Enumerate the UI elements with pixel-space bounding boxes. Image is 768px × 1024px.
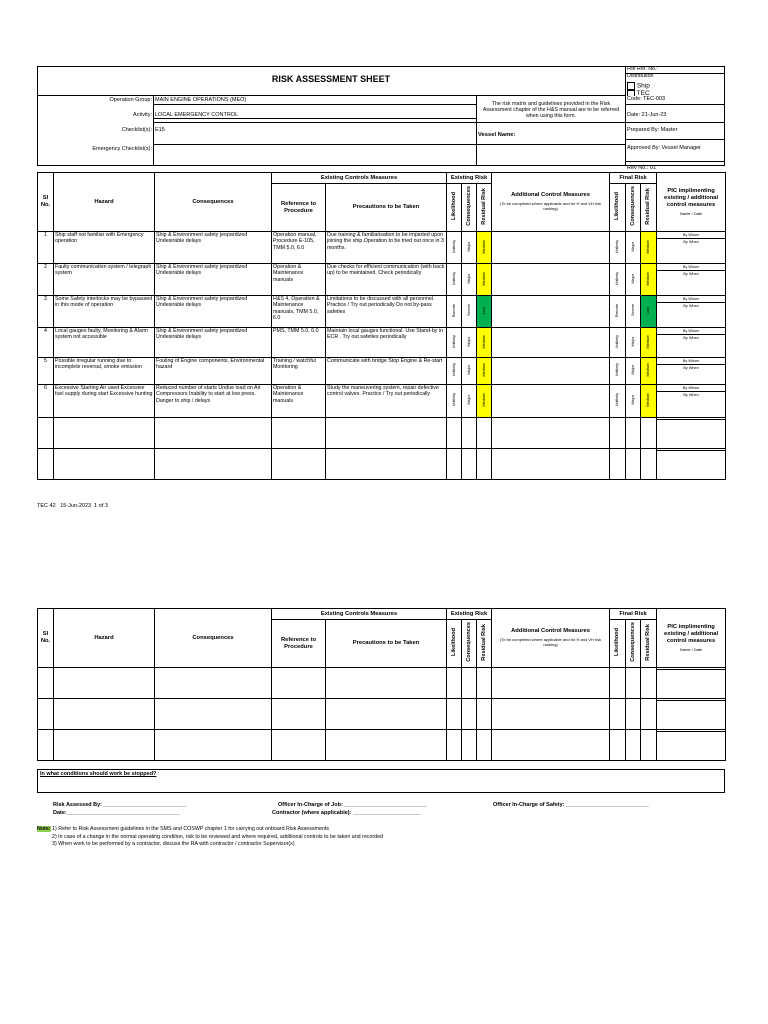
code-label: Code: TEC-003	[627, 96, 666, 102]
row-consequence-level: Major	[466, 395, 471, 405]
row-precautions: Study the maneuvering system, repair defective control valves. Practice / Try out periodically	[326, 385, 447, 418]
row-consequence-level-cell	[462, 264, 477, 296]
row-consequence-level: Severe	[466, 304, 471, 317]
row-likelihood: Unlikely	[451, 393, 456, 407]
row-final-likelihood-cell	[610, 232, 626, 264]
blank-cell	[272, 668, 326, 699]
row-hazard: Excessive Starting Air used Excessive fuel supply during start Excessive hunting	[54, 385, 155, 418]
officer-in-charge-safety: Officer In-Charge of Safety: ___________________________	[493, 802, 649, 808]
blank-cell	[641, 699, 657, 730]
col-additional-note: (To be completed where applicable and for H and VH risk ranking)	[499, 637, 602, 647]
blank-cell	[477, 418, 492, 449]
blank-cell	[492, 449, 610, 480]
risk-assessed-by: Risk Assessed By: ___________________________	[53, 802, 187, 808]
field-col-divider	[153, 95, 154, 166]
row-final-consequence-level-cell	[626, 232, 641, 264]
rev-no: Rev No.: 01	[627, 165, 657, 171]
col-additional-note: (To be completed where applicable and for H and VH risk ranking)	[499, 201, 602, 211]
row-consequences: Reduced number of starts Undue load on Air Compressors Inability to start at low press. Danger to ship / delays	[155, 385, 272, 418]
blank-cell	[626, 668, 641, 699]
col-final-residual-risk: Residual Risk	[645, 623, 652, 661]
col-consequences: Consequences	[155, 173, 272, 232]
blank-cell	[326, 699, 447, 730]
row-sl-no: 4	[38, 328, 54, 358]
contractor: Contractor (where applicable): ______________________	[272, 810, 421, 816]
blank-cell	[326, 730, 447, 761]
pic-slot	[657, 670, 725, 671]
title-divider	[37, 95, 625, 96]
blank-cell	[155, 699, 272, 730]
notes-block	[37, 826, 383, 849]
row-consequence-level-cell	[462, 232, 477, 264]
pic-slot	[657, 420, 725, 421]
blank-cell	[626, 449, 641, 480]
col-sl-no: Sl No.	[38, 609, 54, 668]
row-final-likelihood: Unlikely	[615, 239, 620, 253]
row-final-consequence-level: Major	[630, 365, 635, 375]
row-final-residual-risk: Medium	[646, 239, 651, 254]
blank-cell	[610, 668, 626, 699]
pic-slot	[657, 701, 725, 702]
row-sl-no: 5	[38, 358, 54, 385]
dist-option-ship-label: Ship	[636, 82, 650, 90]
row-residual-risk: Medium	[481, 393, 486, 407]
row-additional-controls	[492, 385, 610, 418]
stop-conditions-suffix: :	[156, 771, 160, 777]
row-residual-risk: Low	[481, 306, 486, 314]
blank-cell	[626, 418, 641, 449]
row-residual-risk: Medium	[481, 334, 486, 349]
row-residual-risk-cell	[477, 358, 492, 385]
page-footer: TEC 42 15-Jun-2023 1 of 3	[37, 503, 108, 509]
blank-cell	[272, 418, 326, 449]
blank-cell	[38, 449, 54, 480]
row-final-residual-risk-cell	[641, 296, 657, 328]
row-final-residual-risk-cell	[641, 328, 657, 358]
date-label: Date: 21-Jun-23	[627, 112, 667, 118]
col-existing-controls: Existing Controls Measures	[272, 173, 447, 184]
row-additional-controls	[492, 328, 610, 358]
row-precautions: Maintain local gauges functional. Use Stand-by in ECR . Try out safeties periodically	[326, 328, 447, 358]
row-reference: PMS, TMM 5.0, 6.0	[272, 328, 326, 358]
row-final-consequence-level-cell	[626, 296, 641, 328]
row-likelihood-cell	[447, 264, 462, 296]
row-residual-risk-cell	[477, 264, 492, 296]
blank-cell	[54, 699, 155, 730]
blank-cell	[610, 449, 626, 480]
blank-cell	[641, 668, 657, 699]
row-likelihood-cell	[447, 385, 462, 418]
row-consequence-level-cell	[462, 385, 477, 418]
blank-cell	[447, 699, 462, 730]
col-hazard: Hazard	[54, 609, 155, 668]
row-sl-no: 3	[38, 296, 54, 328]
by-whom-label: By Whom	[657, 264, 725, 271]
col-sl-no: Sl No.	[38, 173, 54, 232]
blank-cell	[462, 699, 477, 730]
col-precautions: Precautions to be Taken	[326, 184, 447, 232]
row-pic	[657, 668, 726, 699]
row-pic	[657, 232, 726, 264]
row-final-consequence-level-cell	[626, 385, 641, 418]
row-final-likelihood: Unlikely	[615, 271, 620, 285]
row-likelihood: Remote	[451, 303, 456, 317]
row-hazard: Some Safety interlocks may be bypassed in this mode of operation	[54, 296, 155, 328]
blank-cell	[462, 418, 477, 449]
row-residual-risk: Medium	[481, 363, 486, 377]
row-pic	[657, 730, 726, 761]
blank-cell	[477, 668, 492, 699]
row-pic	[657, 449, 726, 480]
row-final-residual-risk: Medium	[646, 393, 651, 407]
col-pic: PIC implimenting existing / additional control measures	[664, 187, 719, 208]
row-reference: Operation & Maintenance manuals	[272, 385, 326, 418]
field-label-emergency-checklists: Emergency Checklist(s):	[92, 146, 152, 152]
col-final-risk: Final Risk	[610, 609, 657, 620]
row-final-likelihood-cell	[610, 358, 626, 385]
table-row-blank	[38, 418, 726, 449]
row-reference: H&S 4, Operation & Maintenance manuals, TMM 5.0, 6.0	[272, 296, 326, 328]
row-final-likelihood-cell	[610, 385, 626, 418]
field-value-operation-group: MAIN ENGINE OPERATIONS (MEO)	[155, 97, 247, 103]
row-final-likelihood-cell	[610, 328, 626, 358]
row-final-consequence-level: Major	[630, 395, 635, 405]
by-when-label: By When	[683, 392, 699, 397]
blank-cell	[492, 668, 610, 699]
row-residual-risk-cell	[477, 328, 492, 358]
row-final-residual-risk-cell	[641, 358, 657, 385]
blank-cell	[477, 449, 492, 480]
row-hazard: Ship staff not familiar with Emergency operation	[54, 232, 155, 264]
row-consequence-level: Major	[466, 241, 471, 252]
row-final-residual-risk: Medium	[646, 334, 651, 349]
note-2: 2) In case of a change in the normal operating condition, risk to be reviewed and where required, additional controls to be taken and recorded	[52, 833, 383, 840]
row-final-consequence-level: Major	[630, 336, 635, 347]
blank-cell	[272, 730, 326, 761]
row-consequences: Ship & Environment safety jeopardized Undesirable delays	[155, 328, 272, 358]
table-row	[38, 232, 726, 264]
blank-cell	[38, 418, 54, 449]
col-final-likelihood: Likelihood	[614, 628, 621, 656]
pic-slot	[657, 451, 725, 452]
blank-cell	[38, 730, 54, 761]
blank-cell	[155, 730, 272, 761]
risk-table-continued	[37, 608, 726, 761]
col-final-consequences: Consequences	[629, 622, 636, 662]
row-likelihood: Unlikely	[451, 271, 456, 285]
row-hazard: Local gauges faulty, Monitoring & Alarm system not accessible	[54, 328, 155, 358]
blank-cell	[610, 699, 626, 730]
col-final-residual-risk: Residual Risk	[645, 187, 652, 225]
row-final-consequence-level-cell	[626, 328, 641, 358]
row-likelihood-cell	[447, 232, 462, 264]
dist-option-ship[interactable]	[627, 82, 650, 90]
table-row-blank	[38, 668, 726, 699]
by-whom-label: By Whom	[657, 328, 725, 335]
blank-cell	[447, 730, 462, 761]
row-final-likelihood: Remote	[615, 303, 620, 317]
blank-cell	[272, 449, 326, 480]
row-residual-risk-cell	[477, 296, 492, 328]
row-final-residual-risk: Low	[646, 306, 651, 314]
row-hazard: Faulty communication system / telegraph system	[54, 264, 155, 296]
row-final-residual-risk: Medium	[646, 271, 651, 286]
row-final-consequence-level: Severe	[630, 304, 635, 317]
row-final-consequence-level-cell	[626, 358, 641, 385]
blank-cell	[492, 699, 610, 730]
note-1: 1) Refer to Risk Assessment guidelines in the SMS and COSWP chapter 1 for carrying out onboard Risk Assessments	[52, 826, 329, 832]
by-when-label: By When	[683, 271, 699, 276]
blank-cell	[447, 449, 462, 480]
row-likelihood-cell	[447, 296, 462, 328]
row-pic	[657, 699, 726, 730]
field-label-operation-group: Operation Group:	[109, 97, 152, 103]
row-additional-controls	[492, 232, 610, 264]
blank-cell	[462, 449, 477, 480]
row-final-consequence-level: Major	[630, 241, 635, 252]
col-reference: Reference to Procedure	[272, 184, 326, 232]
by-when-label: By When	[683, 335, 699, 340]
row-consequences: Ship & Environment safety jeopardized Undesirable delays	[155, 296, 272, 328]
col-existing-risk: Existing Risk	[447, 609, 492, 620]
blank-cell	[641, 418, 657, 449]
blank-cell	[477, 730, 492, 761]
vessel-name-label: Vessel Name:	[478, 132, 516, 138]
row-residual-risk: Medium	[481, 239, 486, 254]
blank-cell	[38, 668, 54, 699]
row-reference: Operation & Maintenance manuals	[272, 264, 326, 296]
blank-cell	[447, 418, 462, 449]
blank-cell	[641, 730, 657, 761]
col-consequences-v: Consequences	[465, 186, 472, 226]
col-residual-risk: Residual Risk	[480, 187, 487, 225]
right-col-divider	[625, 66, 626, 166]
blank-cell	[54, 418, 155, 449]
vessel-col-divider	[476, 95, 477, 166]
col-final-likelihood: Likelihood	[614, 192, 621, 220]
row-final-residual-risk-cell	[641, 232, 657, 264]
row-final-likelihood: Unlikely	[615, 363, 620, 377]
row-residual-risk-cell	[477, 232, 492, 264]
row-likelihood: Unlikely	[451, 363, 456, 377]
blank-cell	[626, 730, 641, 761]
blank-cell	[38, 699, 54, 730]
row-additional-controls	[492, 264, 610, 296]
stop-conditions-question: In what conditions should work be stopped?	[40, 771, 157, 777]
blank-cell	[492, 418, 610, 449]
matrix-note: The risk matrix and guidelines provided in the Risk Assessment chapter of the H&S manual are to be referred when using this form.	[482, 101, 620, 120]
col-pic: PIC implimenting existing / additional control measures	[664, 623, 719, 644]
by-whom-label: By Whom	[657, 385, 725, 392]
table-row	[38, 385, 726, 418]
row-consequence-level-cell	[462, 296, 477, 328]
col-likelihood: Likelihood	[450, 192, 457, 220]
row-likelihood: Unlikely	[451, 334, 456, 348]
row-consequence-level: Major	[466, 336, 471, 347]
file-ref-label: File Ref. No.:	[627, 66, 658, 72]
table-row-blank	[38, 699, 726, 730]
col-final-risk: Final Risk	[610, 173, 657, 184]
col-likelihood: Likelihood	[450, 628, 457, 656]
row-precautions: Communicate with bridge Stop Engine & Re-start	[326, 358, 447, 385]
row-pic	[657, 418, 726, 449]
by-whom-label: By Whom	[657, 358, 725, 365]
note-label: Note:	[37, 826, 51, 832]
by-whom-label: By Whom	[657, 232, 725, 239]
row-reference: Operation manual, Procedure E-105, TMM 5.0, 6.0	[272, 232, 326, 264]
row-sl-no: 2	[38, 264, 54, 296]
row-final-residual-risk: Medium	[646, 363, 651, 377]
col-precautions: Precautions to be Taken	[326, 620, 447, 668]
pic-slot	[657, 732, 725, 733]
field-value-checklists: E15	[155, 127, 165, 133]
row-reference: Training / watchful Monitoring	[272, 358, 326, 385]
assessed-date: Date:_____________________________________	[53, 810, 180, 816]
blank-cell	[326, 668, 447, 699]
prepared-by: Prepared By: Master	[627, 127, 678, 133]
row-pic	[657, 296, 726, 328]
row-likelihood-cell	[447, 358, 462, 385]
by-when-label: By When	[683, 239, 699, 244]
stop-conditions-box[interactable]	[37, 769, 725, 793]
row-final-residual-risk-cell	[641, 264, 657, 296]
blank-cell	[477, 699, 492, 730]
row-consequences: Ship & Environment safety jeopardized Undesirable delays	[155, 264, 272, 296]
row-final-likelihood-cell	[610, 296, 626, 328]
risk-table	[37, 172, 726, 480]
row-consequence-level: Major	[466, 365, 471, 375]
row-residual-risk-cell	[477, 385, 492, 418]
by-whom-label: By Whom	[657, 296, 725, 303]
row-additional-controls	[492, 296, 610, 328]
row-consequences: Fouling of Engine components, Environmental hazard	[155, 358, 272, 385]
blank-cell	[610, 418, 626, 449]
row-precautions: Due training & familiarisation to be imparted upon joining the ship.Operation to be tried out once in 3 months.	[326, 232, 447, 264]
by-when-label: By When	[683, 365, 699, 370]
row-additional-controls	[492, 358, 610, 385]
row-consequence-level-cell	[462, 328, 477, 358]
col-final-consequences: Consequences	[629, 186, 636, 226]
blank-cell	[641, 449, 657, 480]
blank-cell	[326, 418, 447, 449]
blank-cell	[610, 730, 626, 761]
row-precautions: Due checks for efficient communication (with back up) to be maintained. Check periodically	[326, 264, 447, 296]
col-name-date: Name / Date	[679, 646, 703, 652]
row-pic	[657, 385, 726, 418]
blank-cell	[54, 730, 155, 761]
blank-cell	[462, 668, 477, 699]
table-row-blank	[38, 730, 726, 761]
blank-cell	[326, 449, 447, 480]
officer-in-charge-job: Officer In-Charge of Job: ___________________________	[278, 802, 427, 808]
col-existing-risk: Existing Risk	[447, 173, 492, 184]
col-additional-controls: Additional Control Measures	[511, 192, 590, 199]
checkbox-icon[interactable]	[627, 82, 635, 90]
col-name-date: Name / Date	[679, 210, 703, 216]
dist-option-tec-label: TEC	[636, 90, 650, 96]
field-label-activity: Activity:	[133, 112, 152, 118]
blank-cell	[492, 730, 610, 761]
row-pic	[657, 328, 726, 358]
blank-cell	[626, 699, 641, 730]
row-pic	[657, 358, 726, 385]
row-hazard: Possible irregular running due to incomplete reversal, smoke emission	[54, 358, 155, 385]
row-final-consequence-level-cell	[626, 264, 641, 296]
field-value-activity: LOCAL EMERGENCY CONTROL	[155, 112, 239, 118]
table-row	[38, 296, 726, 328]
approved-by: Approved By: Vessel Manager	[627, 145, 701, 151]
row-consequence-level: Major	[466, 273, 471, 284]
row-likelihood-cell	[447, 328, 462, 358]
note-3: 3) When work to be performed by a contractor, discuss the RA with contractor / contractor Supervisor(s)	[52, 841, 295, 848]
blank-cell	[272, 699, 326, 730]
row-final-likelihood: Unlikely	[615, 393, 620, 407]
col-additional-controls: Additional Control Measures	[511, 628, 590, 635]
blank-cell	[54, 449, 155, 480]
col-residual-risk: Residual Risk	[480, 623, 487, 661]
col-hazard: Hazard	[54, 173, 155, 232]
page-title: RISK ASSESSMENT SHEET	[271, 74, 391, 84]
table-row	[38, 358, 726, 385]
field-label-checklists: Checklist(s):	[121, 127, 152, 133]
table-row	[38, 328, 726, 358]
row-final-likelihood: Unlikely	[615, 334, 620, 348]
col-consequences: Consequences	[155, 609, 272, 668]
blank-cell	[155, 668, 272, 699]
col-existing-controls: Existing Controls Measures	[272, 609, 447, 620]
col-consequences-v: Consequences	[465, 622, 472, 662]
table-row-blank	[38, 449, 726, 480]
row-final-likelihood-cell	[610, 264, 626, 296]
row-consequence-level-cell	[462, 358, 477, 385]
by-when-label: By When	[683, 303, 699, 308]
table-row	[38, 264, 726, 296]
row-pic	[657, 264, 726, 296]
blank-cell	[155, 449, 272, 480]
row-likelihood: Unlikely	[451, 239, 456, 253]
blank-cell	[54, 668, 155, 699]
row-consequences: Ship & Environment safety jeopardized Undesirable delays	[155, 232, 272, 264]
blank-cell	[447, 668, 462, 699]
row-sl-no: 1	[38, 232, 54, 264]
row-final-residual-risk-cell	[641, 385, 657, 418]
col-reference: Reference to Procedure	[272, 620, 326, 668]
row-precautions: Limitations to be discussed with all personnel. Practice / Try out periodically Do not by-pass safeties	[326, 296, 447, 328]
blank-cell	[155, 418, 272, 449]
row-sl-no: 6	[38, 385, 54, 418]
row-residual-risk: Medium	[481, 271, 486, 286]
distribution-label: Distribution	[627, 73, 654, 79]
blank-cell	[462, 730, 477, 761]
row-final-consequence-level: Major	[630, 273, 635, 284]
